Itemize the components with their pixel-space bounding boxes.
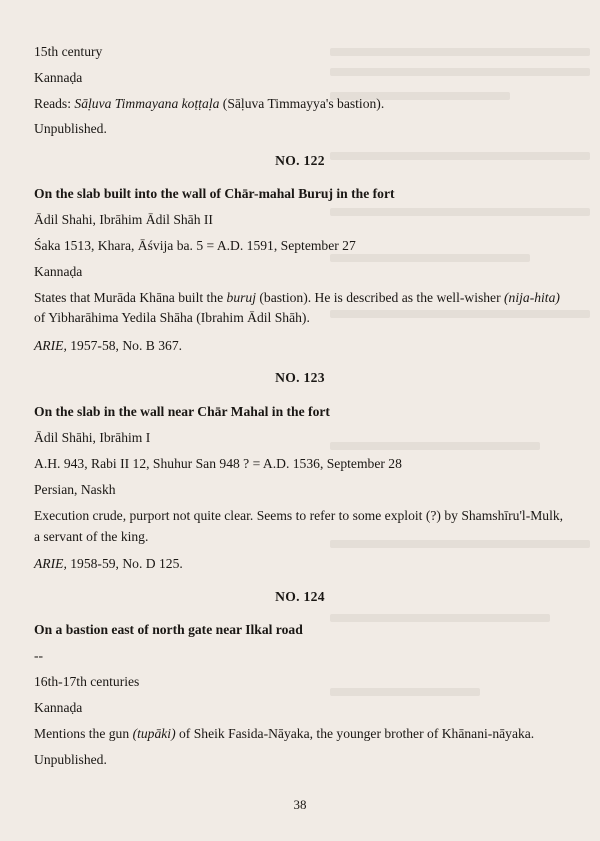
reads-italic: Sāḷuva Timmayana koṭṭaḷa	[74, 96, 220, 111]
entry-123-date: A.H. 943, Rabi II 12, Shuhur San 948 ? = A.D. 1536, September 28	[34, 456, 402, 471]
entry-122-reference	[34, 337, 579, 354]
entry-121-publication: Unpublished.	[34, 121, 107, 136]
text-italic: (nija-hita)	[504, 290, 560, 305]
entry-122-date: Śaka 1513, Khara, Āśvija ba. 5 = A.D. 1591, September 27	[34, 238, 356, 253]
entry-121-language: Kannaḍa	[34, 70, 83, 85]
entry-124-language: Kannaḍa	[34, 700, 83, 715]
entry-122-text-line2: of Yibharāhima Yedila Shāha (Ibrahim Ādil Shāh).	[34, 310, 310, 325]
entry-124-text-line1	[34, 725, 579, 742]
entry-121-reads	[34, 95, 579, 112]
entry-123-number: NO. 123	[275, 370, 325, 385]
entry-122-language: Kannaḍa	[34, 264, 83, 279]
ref-rest: 1958-59, No. D 125.	[66, 556, 183, 571]
text-italic: buruj	[226, 290, 256, 305]
reads-suffix: (Sāḷuva Timmayya's bastion).	[219, 96, 385, 111]
entry-121-date: 15th century	[34, 44, 103, 59]
entry-122-number: NO. 122	[275, 153, 325, 168]
text-segment: (bastion). He is described as the well-wisher	[256, 290, 505, 305]
reads-prefix: Reads:	[34, 96, 75, 111]
ref-journal: ARIE,	[34, 556, 67, 571]
entry-123-text-line1: Execution crude, purport not quite clear. Seems to refer to some exploit (?) by Shamshīru'l-Mulk,	[34, 508, 564, 523]
entry-124-location: On a bastion east of north gate near Ilkal road	[34, 622, 303, 637]
text-segment: States that Murāda Khāna built the	[34, 290, 227, 305]
entry-124-date: 16th-17th centuries	[34, 674, 140, 689]
ref-rest: 1957-58, No. B 367.	[66, 338, 183, 353]
entry-122-dynasty: Ādil Shahi, Ibrāhim Ādil Shāh II	[34, 212, 213, 227]
entry-124-publication: Unpublished.	[34, 752, 107, 767]
text-segment: of Sheik Fasida-Nāyaka, the younger brother of Khānani-nāyaka.	[175, 726, 535, 741]
text-segment: Mentions the gun	[34, 726, 133, 741]
entry-124-number: NO. 124	[275, 589, 325, 604]
bleed-through	[330, 254, 530, 262]
text-italic: (tupāki)	[132, 726, 176, 741]
entry-122-location: On the slab built into the wall of Chār-mahal Buruj in the fort	[34, 186, 395, 201]
entry-123-language: Persian, Naskh	[34, 482, 116, 497]
page-number: 38	[293, 797, 307, 812]
entry-123-dynasty: Ādil Shāhi, Ibrāhim I	[34, 430, 151, 445]
entry-124-dynasty: --	[34, 648, 44, 663]
entry-122-text-line1	[34, 289, 579, 306]
entry-123-location: On the slab in the wall near Chār Mahal in the fort	[34, 404, 330, 419]
entry-123-reference	[34, 555, 579, 572]
entry-123-text-line2: a servant of the king.	[34, 529, 149, 544]
ref-journal: ARIE,	[34, 338, 67, 353]
